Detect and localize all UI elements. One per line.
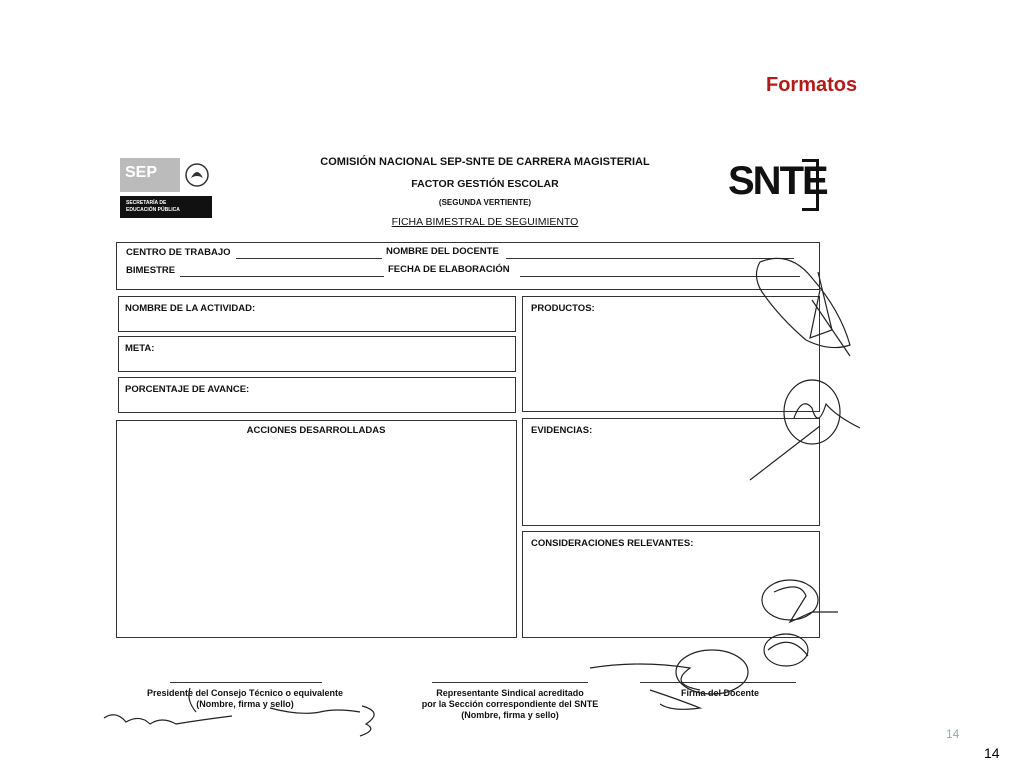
actividad-box[interactable]	[118, 296, 516, 332]
sep-logo-box	[120, 158, 180, 192]
slide-title: Formatos	[766, 74, 858, 96]
form-header-line3: (SEGUNDA VERTIENTE)	[438, 198, 532, 207]
docente-label: NOMBRE DEL DOCENTE	[386, 246, 499, 257]
presidente-sign-line[interactable]	[170, 682, 322, 683]
representante-caption-2: por la Sección correspondiente del SNTE	[421, 699, 599, 709]
sep-logo-band	[120, 196, 212, 218]
meta-label: META:	[125, 343, 155, 354]
form-header-line1: COMISIÓN NACIONAL SEP-SNTE DE CARRERA MAGISTERIAL	[320, 156, 650, 168]
mexico-eagle-icon	[184, 158, 210, 192]
centro-field[interactable]	[236, 258, 382, 259]
snte-logo	[728, 155, 827, 213]
page-number-light: 14	[946, 727, 960, 741]
presidente-caption-1: Presidente del Consejo Técnico o equivalente	[146, 688, 344, 698]
bimestre-field[interactable]	[180, 276, 384, 277]
acciones-box[interactable]	[116, 420, 517, 638]
actividad-label: NOMBRE DE LA ACTIVIDAD:	[125, 303, 256, 314]
centro-label: CENTRO DE TRABAJO	[126, 247, 231, 258]
form-header-line4: FICHA BIMESTRAL DE SEGUIMIENTO	[391, 216, 579, 228]
docente-caption: Firma del Docente	[680, 688, 760, 698]
snte-bracket	[802, 159, 819, 211]
form-header-line2: FACTOR GESTIÓN ESCOLAR	[411, 178, 559, 190]
sep-logo-sub2: EDUCACIÓN PÚBLICA	[126, 207, 180, 213]
consideraciones-box[interactable]	[522, 531, 820, 638]
representante-caption-1: Representante Sindical acreditado	[436, 688, 584, 698]
productos-box[interactable]	[522, 296, 820, 412]
productos-label: PRODUCTOS:	[531, 303, 595, 314]
bimestre-label: BIMESTRE	[126, 265, 176, 276]
representante-sign-line[interactable]	[432, 682, 588, 683]
sep-logo-sub1: SECRETARÍA DE	[126, 200, 167, 206]
representante-caption	[390, 688, 630, 721]
avance-box[interactable]	[118, 377, 516, 413]
presidente-caption	[120, 688, 370, 710]
meta-box[interactable]	[118, 336, 516, 372]
docente-sign-line[interactable]	[640, 682, 796, 683]
snte-logo-text: SNTE	[728, 159, 827, 203]
sep-logo-text: SEP	[125, 164, 158, 181]
evidencias-label: EVIDENCIAS:	[531, 425, 593, 436]
avance-label: PORCENTAJE DE AVANCE:	[125, 384, 250, 395]
consideraciones-label: CONSIDERACIONES RELEVANTES:	[531, 538, 694, 549]
fecha-field[interactable]	[520, 276, 800, 277]
representante-caption-3: (Nombre, firma y sello)	[461, 710, 559, 720]
page-number: 14	[984, 745, 1000, 761]
sep-logo	[120, 158, 212, 218]
evidencias-box[interactable]	[522, 418, 820, 526]
acciones-label: ACCIONES DESARROLLADAS	[246, 425, 386, 436]
docente-field[interactable]	[506, 258, 794, 259]
fecha-label: FECHA DE ELABORACIÓN	[388, 264, 510, 275]
presidente-caption-2: (Nombre, firma y sello)	[196, 699, 294, 709]
